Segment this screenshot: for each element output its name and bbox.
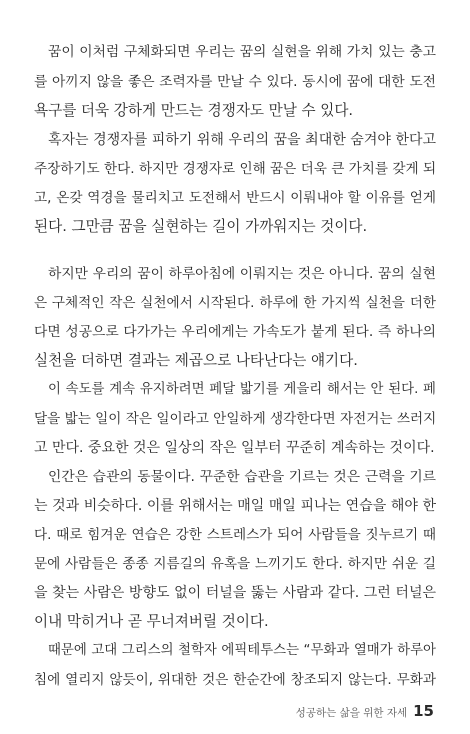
text-line: 달을 밟는 일이 작은 일이라고 안일하게 생각한다면 자전거는 쓰러지	[34, 411, 436, 427]
text-line: 혹자는 경쟁자를 피하기 위해 우리의 꿈을 최대한 숨겨야 한다고	[48, 132, 436, 148]
text-line: 다면 성공으로 다가가는 우리에게는 가속도가 붙게 된다. 즉 하나의	[34, 324, 436, 340]
text-line: 주장하기도 한다. 하지만 경쟁자로 인해 꿈은 더욱 큰 가치를 갖게 되	[34, 161, 436, 177]
text-line: 침에 열리지 않듯이, 위대한 것은 한순간에 창조되지 않는다. 무화과	[34, 672, 436, 688]
text-line: 는 것과 비슷하다. 이를 위해서는 매일 매일 피나는 연습을 해야 한	[34, 498, 436, 514]
text-line: 고 만다. 중요한 것은 일상의 작은 일부터 꾸준히 계속하는 것이다.	[34, 440, 435, 456]
text-line: 를 아끼지 않을 좋은 조력자를 만날 수 있다. 동시에 꿈에 대한 도전	[34, 74, 436, 90]
text-line: 실천을 더하면 결과는 제곱으로 나타난다는 얘기다.	[34, 352, 358, 369]
page-footer	[296, 702, 434, 724]
text-line: 된다. 그만큼 꿈을 실현하는 길이 가까워지는 것이다.	[34, 218, 368, 235]
text-line: 다. 때로 힘겨운 연습은 강한 스트레스가 되어 사람들을 짓누르기 때	[34, 527, 436, 543]
text-line: 이내 막히거나 곧 무너져버릴 것이다.	[34, 613, 269, 630]
text-line: 문에 사람들은 종종 지름길의 유혹을 느끼기도 한다. 하지만 쉬운 길	[34, 556, 436, 572]
text-line: 때문에 고대 그리스의 철학자 에픽테투스는 “무화과 열매가 하루아	[48, 643, 436, 658]
text-line: 을 찾는 사람은 방향도 없이 터널을 뚫는 사람과 같다. 그런 터널은	[34, 585, 436, 601]
page-number: 15	[413, 702, 434, 720]
text-line: 고, 온갖 역경을 물리치고 도전해서 반드시 이뤄내야 할 이유를 얻게	[34, 190, 436, 206]
text-line: 인간은 습관의 동물이다. 꾸준한 습관을 기르는 것은 근력을 기르	[48, 469, 436, 485]
text-line: 은 구체적인 작은 실천에서 시작된다. 하루에 한 가지씩 실천을 더한	[34, 295, 436, 311]
text-line: 이 속도를 계속 유지하려면 페달 밟기를 게을리 해서는 안 된다. 페	[48, 382, 436, 397]
text-line: 욕구를 더욱 강하게 만드는 경쟁자도 만날 수 있다.	[34, 102, 354, 119]
text-line: 꿈이 이처럼 구체화되면 우리는 꿈의 실현을 위해 가치 있는 충고	[48, 44, 436, 60]
running-footer-title: 성공하는 삶을 위한 자세	[295, 707, 408, 719]
text-line: 하지만 우리의 꿈이 하루아침에 이뤄지는 것은 아니다. 꿈의 실현	[48, 266, 436, 282]
